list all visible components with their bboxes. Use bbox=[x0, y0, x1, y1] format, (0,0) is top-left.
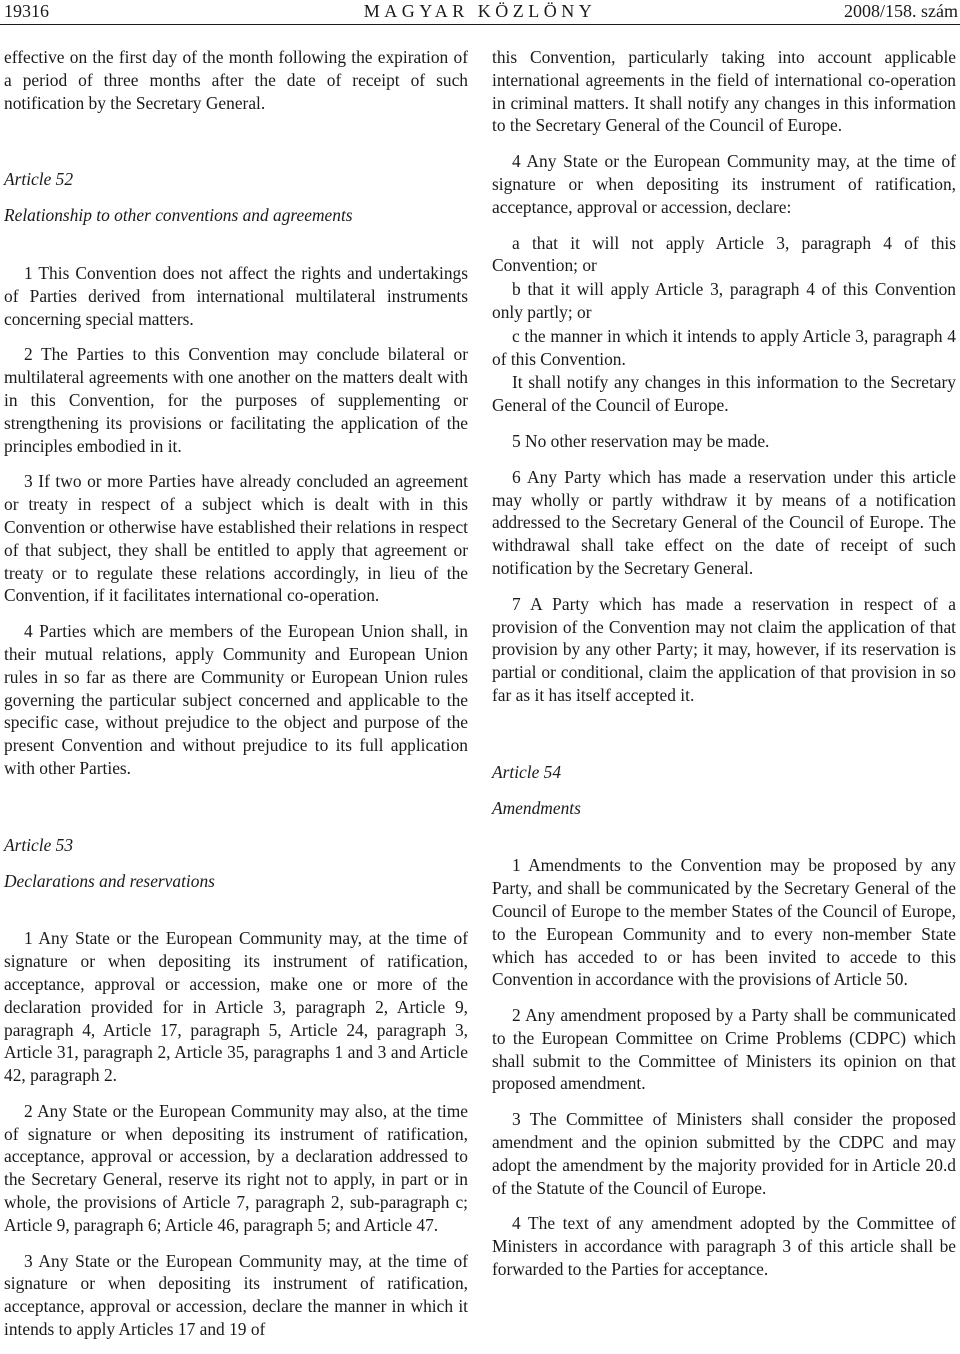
article-52-paragraph-1: 1 This Convention does not affect the rights and undertakings of Parties derived from international multilateral instruments concerning special matters. bbox=[4, 262, 468, 329]
article-53-paragraph-7: 7 A Party which has made a reservation in respect of a provision of the Convention may not claim the application of that provision by any other Party; it may, however, if its reservation is partial or conditional, claim the application of that provision in so far as it has itself accepted it. bbox=[492, 593, 956, 705]
article-53-title: Declarations and reservations bbox=[4, 870, 215, 891]
spacer bbox=[492, 720, 956, 761]
article-52-number: Article 52 bbox=[4, 169, 74, 190]
header-rule bbox=[0, 24, 960, 25]
spacer bbox=[4, 127, 468, 168]
article-54-paragraph-3: 3 The Committee of Ministers shall consider the proposed amendment and the opinion submitted by the CDPC and may adopt the amendment by the majority provided for in Article 20.d of the Statute of the Council of Europe. bbox=[492, 1109, 956, 1198]
page-number: 19316 bbox=[4, 1, 49, 21]
journal-title: MAGYAR KÖZLÖNY bbox=[363, 1, 597, 21]
issue-number: 2008/158. szám bbox=[844, 1, 958, 21]
article-53-number: Article 53 bbox=[4, 834, 74, 855]
left-column bbox=[4, 46, 468, 1354]
article-53-paragraph-5: 5 No other reservation may be made. bbox=[512, 430, 770, 451]
article-53-paragraph-4c: c the manner in which it intends to apply Article 3, paragraph 4 of this Convention. bbox=[492, 325, 956, 369]
spacer bbox=[4, 240, 468, 262]
spacer bbox=[492, 832, 956, 854]
article-54-number: Article 54 bbox=[492, 761, 562, 782]
article-53-paragraph-3: 3 Any State or the European Community may, at the time of signature or when depositing its instrument of ratification, acceptance, approval or accession, declare the manner in which it intends to apply Articles 17 and 19 of bbox=[4, 1250, 468, 1340]
article-53-paragraph-6: 6 Any Party which has made a reservation under this article may wholly or partly withdraw it by means of a notification addressed to the Secretary General of the Council of Europe. The withdrawal shall take effect on the date of receipt of such notification by the Secretary General. bbox=[492, 466, 956, 578]
article-54-paragraph-2: 2 Any amendment proposed by a Party shall be communicated to the European Committee on Crime Problems (CDPC) which shall submit to the Committee of Ministers its opinion on that proposed amendment. bbox=[492, 1005, 956, 1094]
article-53-paragraph-2: 2 Any State or the European Community may also, at the time of signature or when depositing its instrument of ratification, acceptance, approval or accession, by a declaration addressed to the Secretary General, reserve its right not to apply, in part or in whole, the provisions of Article 7, paragraph 2, sub-paragraph c; Article 9, paragraph 6; Article 46, paragraph 5; and Article 47. bbox=[4, 1100, 468, 1235]
article-54-paragraph-4: 4 The text of any amendment adopted by the Committee of Ministers in accordance with paragraph 3 of this article shall be forwarded to the Parties for acceptance. bbox=[492, 1213, 956, 1280]
article-53-paragraph-4a: a that it will not apply Article 3, paragraph 4 of this Convention; or bbox=[492, 232, 956, 276]
right-column bbox=[492, 46, 956, 1294]
paragraph-continued: this Convention, particularly taking into account applicable international agreements in the field of international co-operation in criminal matters. It shall notify any changes in this information to the Secretary General of the Council of Europe. bbox=[492, 47, 956, 136]
article-53-paragraph-1: 1 Any State or the European Community may, at the time of signature or when depositing its instrument of ratification, acceptance, approval or accession, make one or more of the declaration provided for in Article 3, paragraph 2, Article 9, paragraph 4, Article 17, paragraph 5, Article 24, paragraph 3, Article 31, paragraph 2, Article 35, paragraphs 1 and 3 and Article 42, paragraph 2. bbox=[4, 928, 468, 1086]
spacer bbox=[4, 905, 468, 927]
paragraph-continued: effective on the first day of the month following the expiration of a period of three months after the date of receipt of such notification by the Secretary General. bbox=[4, 47, 468, 113]
article-52-title: Relationship to other conventions and agreements bbox=[4, 205, 353, 226]
article-53-paragraph-4b: b that it will apply Article 3, paragraph 4 of this Convention only partly; or bbox=[492, 279, 956, 322]
page-header bbox=[0, 0, 960, 24]
article-54-paragraph-1: 1 Amendments to the Convention may be proposed by any Party, and shall be communicated by the Secretary General of the Council of Europe to the member States of the Council of Europe, to the European Community and to every non-member State which has acceded to or has been invited to accede to this Convention in accordance with the provisions of Article 50. bbox=[492, 855, 956, 990]
spacer bbox=[4, 793, 468, 834]
article-52-paragraph-2: 2 The Parties to this Convention may conclude bilateral or multilateral agreements with one another on the matters dealt with in this Convention, for the purposes of supplementing or strengthening its provisions or facilitating the application of the principles embodied in it. bbox=[4, 344, 468, 456]
article-53-paragraph-4: 4 Any State or the European Community may, at the time of signature or when depositing its instrument of ratification, acceptance, approval or accession, declare: bbox=[492, 151, 956, 217]
article-54-title: Amendments bbox=[492, 797, 581, 818]
article-53-paragraph-4-notice: It shall notify any changes in this information to the Secretary General of the Council of Europe. bbox=[492, 372, 956, 416]
article-52-paragraph-3: 3 If two or more Parties have already concluded an agreement or treaty in respect of a subject which is dealt with in this Convention or otherwise have established their relations in respect of that subject, they shall be entitled to apply that agreement or treaty or to regulate these relations accordingly, in lieu of the Convention, if it facilitates international co-operation. bbox=[4, 471, 468, 606]
article-52-paragraph-4: 4 Parties which are members of the European Union shall, in their mutual relations, apply Community and European Union rules in so far as there are Community or European Union rules governing the particular subject concerned and applicable to the specific case, without prejudice to the object and purpose of the present Convention and without prejudice to its full application with other Parties. bbox=[4, 621, 468, 778]
